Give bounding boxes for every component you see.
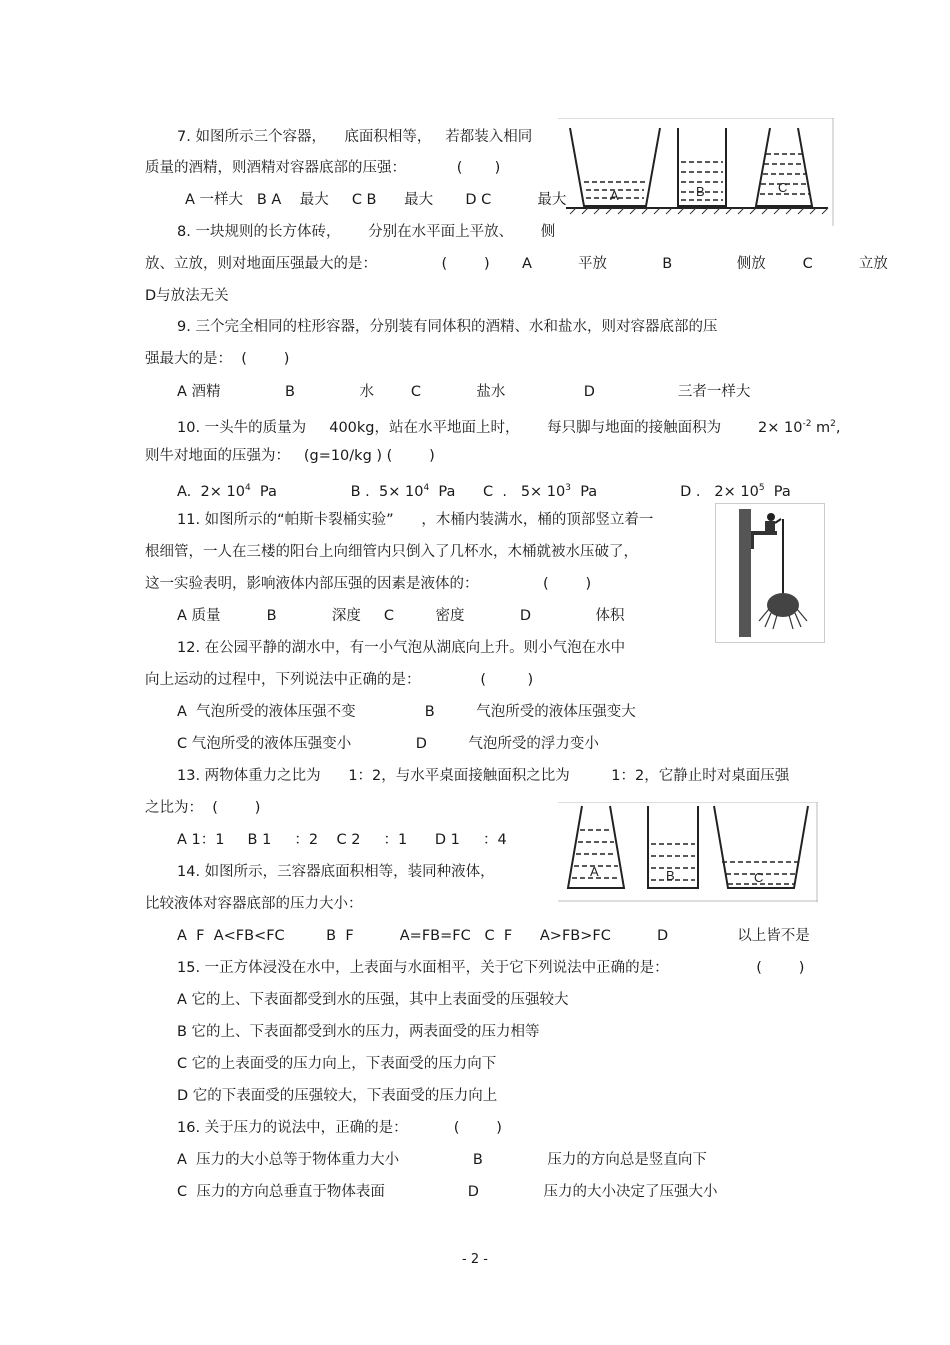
q15-option-b: B 它的上、下表面都受到水的压力，两表面受的压力相等 (177, 1024, 540, 1040)
q16-options-cd: C 压力的方向总垂直于物体表面 D 压力的大小决定了压强大小 (177, 1184, 718, 1200)
q7-containers-figure (558, 118, 834, 226)
q11-options: A 质量 B 深度 C 密度 D 体积 (177, 608, 625, 624)
q13-stem-line2: 之比为： ( ) (145, 800, 261, 816)
q15-option-c: C 它的上表面受的压力向上，下表面受的压力向下 (177, 1056, 497, 1072)
q14-label-b: B (666, 868, 675, 883)
q14-stem-line2: 比较液体对容器底部的压力大小： (145, 896, 363, 912)
q14-options: A F A<FB<FC B F A=FB=FC C F A>FB>FC D 以上皆不是 (177, 928, 810, 944)
q12-options-ab: A 气泡所受的液体压强不变 B 气泡所受的液体压强变大 (177, 704, 636, 720)
q14-label-a: A (590, 864, 599, 879)
q7-label-c: C (778, 180, 788, 195)
q16-stem: 16. 关于压力的说法中，正确的是： ( ) (177, 1120, 502, 1136)
q11-stem-line3: 这一实验表明，影响液体内部压强的因素是液体的： ( ) (145, 576, 592, 592)
q7-options: A 一样大 B A 最大 C B 最大 D C 最大 (185, 192, 567, 208)
q11-pascal-barrel-figure (715, 503, 825, 643)
q10-stem-line2: 则牛对地面的压强为： (g=10/kg ) ( ) (145, 448, 435, 464)
q12-options-cd: C 气泡所受的液体压强变小 D 气泡所受的浮力变小 (177, 736, 599, 752)
q13-stem-line1: 13. 两物体重力之比为 1：2，与水平桌面接触面积之比为 1：2，它静止时对桌面压强 (177, 768, 790, 784)
q15-option-d: D 它的下表面受的压强较大，下表面受的压力向上 (177, 1088, 498, 1104)
q8-option-d: D与放法无关 (145, 288, 229, 304)
q7-label-b: B (696, 184, 705, 199)
q10-options: A. $2\times 10^4$ Pa B . $5\times 10^4$ Pa C . $5\times 10^3$ Pa D . $2\times 10^5$ Pa (177, 483, 791, 500)
q15-option-a: A 它的上、下表面都受到水的压强，其中上表面受的压强较大 (177, 992, 569, 1008)
q9-stem-line2: 强最大的是： ( ) (145, 351, 290, 367)
q11-stem-line1: 11. 如图所示的“帕斯卡裂桶实验” ，木桶内装满水，桶的顶部竖立着一 (177, 512, 654, 528)
q7-stem-line1: 7. 如图所示三个容器， 底面积相等， 若都装入相同 (177, 129, 533, 145)
q8-stem-line2: 放、立放，则对地面压强最大的是： ( ) A 平放 B 侧放 C 立放 (145, 256, 888, 272)
page-number: - 2 - (462, 1252, 488, 1267)
q14-containers-figure (558, 802, 818, 902)
q12-stem-line1: 12. 在公园平静的湖水中，有一小气泡从湖底向上升。则小气泡在水中 (177, 640, 626, 656)
q13-options: A 1：1 B 1 ：2 C 2 ：1 D 1 ：4 (177, 832, 507, 848)
q10-stem-line1: 10. 一头牛的质量为 400kg，站在水平地面上时， 每只脚与地面的接触面积为 $2\times 10^{-2}$ $m^2$, (177, 419, 841, 436)
q11-stem-line2: 根细管，一人在三楼的阳台上向细管内只倒入了几杯水，木桶就被水压破了， (145, 544, 638, 560)
q7-label-a: A (610, 188, 619, 203)
q9-stem-line1: 9. 三个完全相同的柱形容器，分别装有同体积的酒精、水和盐水，则对容器底部的压 (177, 319, 718, 335)
q8-stem-line1: 8. 一块规则的长方体砖， 分别在水平面上平放、 侧 (177, 224, 556, 240)
q9-options: A 酒精 B 水 C 盐水 D 三者一样大 (177, 384, 751, 400)
q12-stem-line2: 向上运动的过程中，下列说法中正确的是： ( ) (145, 672, 534, 688)
q16-options-ab: A 压力的大小总等于物体重力大小 B 压力的方向总是竖直向下 (177, 1152, 707, 1168)
q7-stem-line2: 质量的酒精，则酒精对容器底部的压强： ( ) (145, 160, 501, 176)
q15-stem: 15. 一正方体浸没在水中，上表面与水面相平，关于它下列说法中正确的是： ( ) (177, 960, 805, 976)
q14-stem-line1: 14. 如图所示，三容器底面积相等，装同种液体， (177, 864, 495, 880)
q14-label-c: C (754, 870, 764, 885)
